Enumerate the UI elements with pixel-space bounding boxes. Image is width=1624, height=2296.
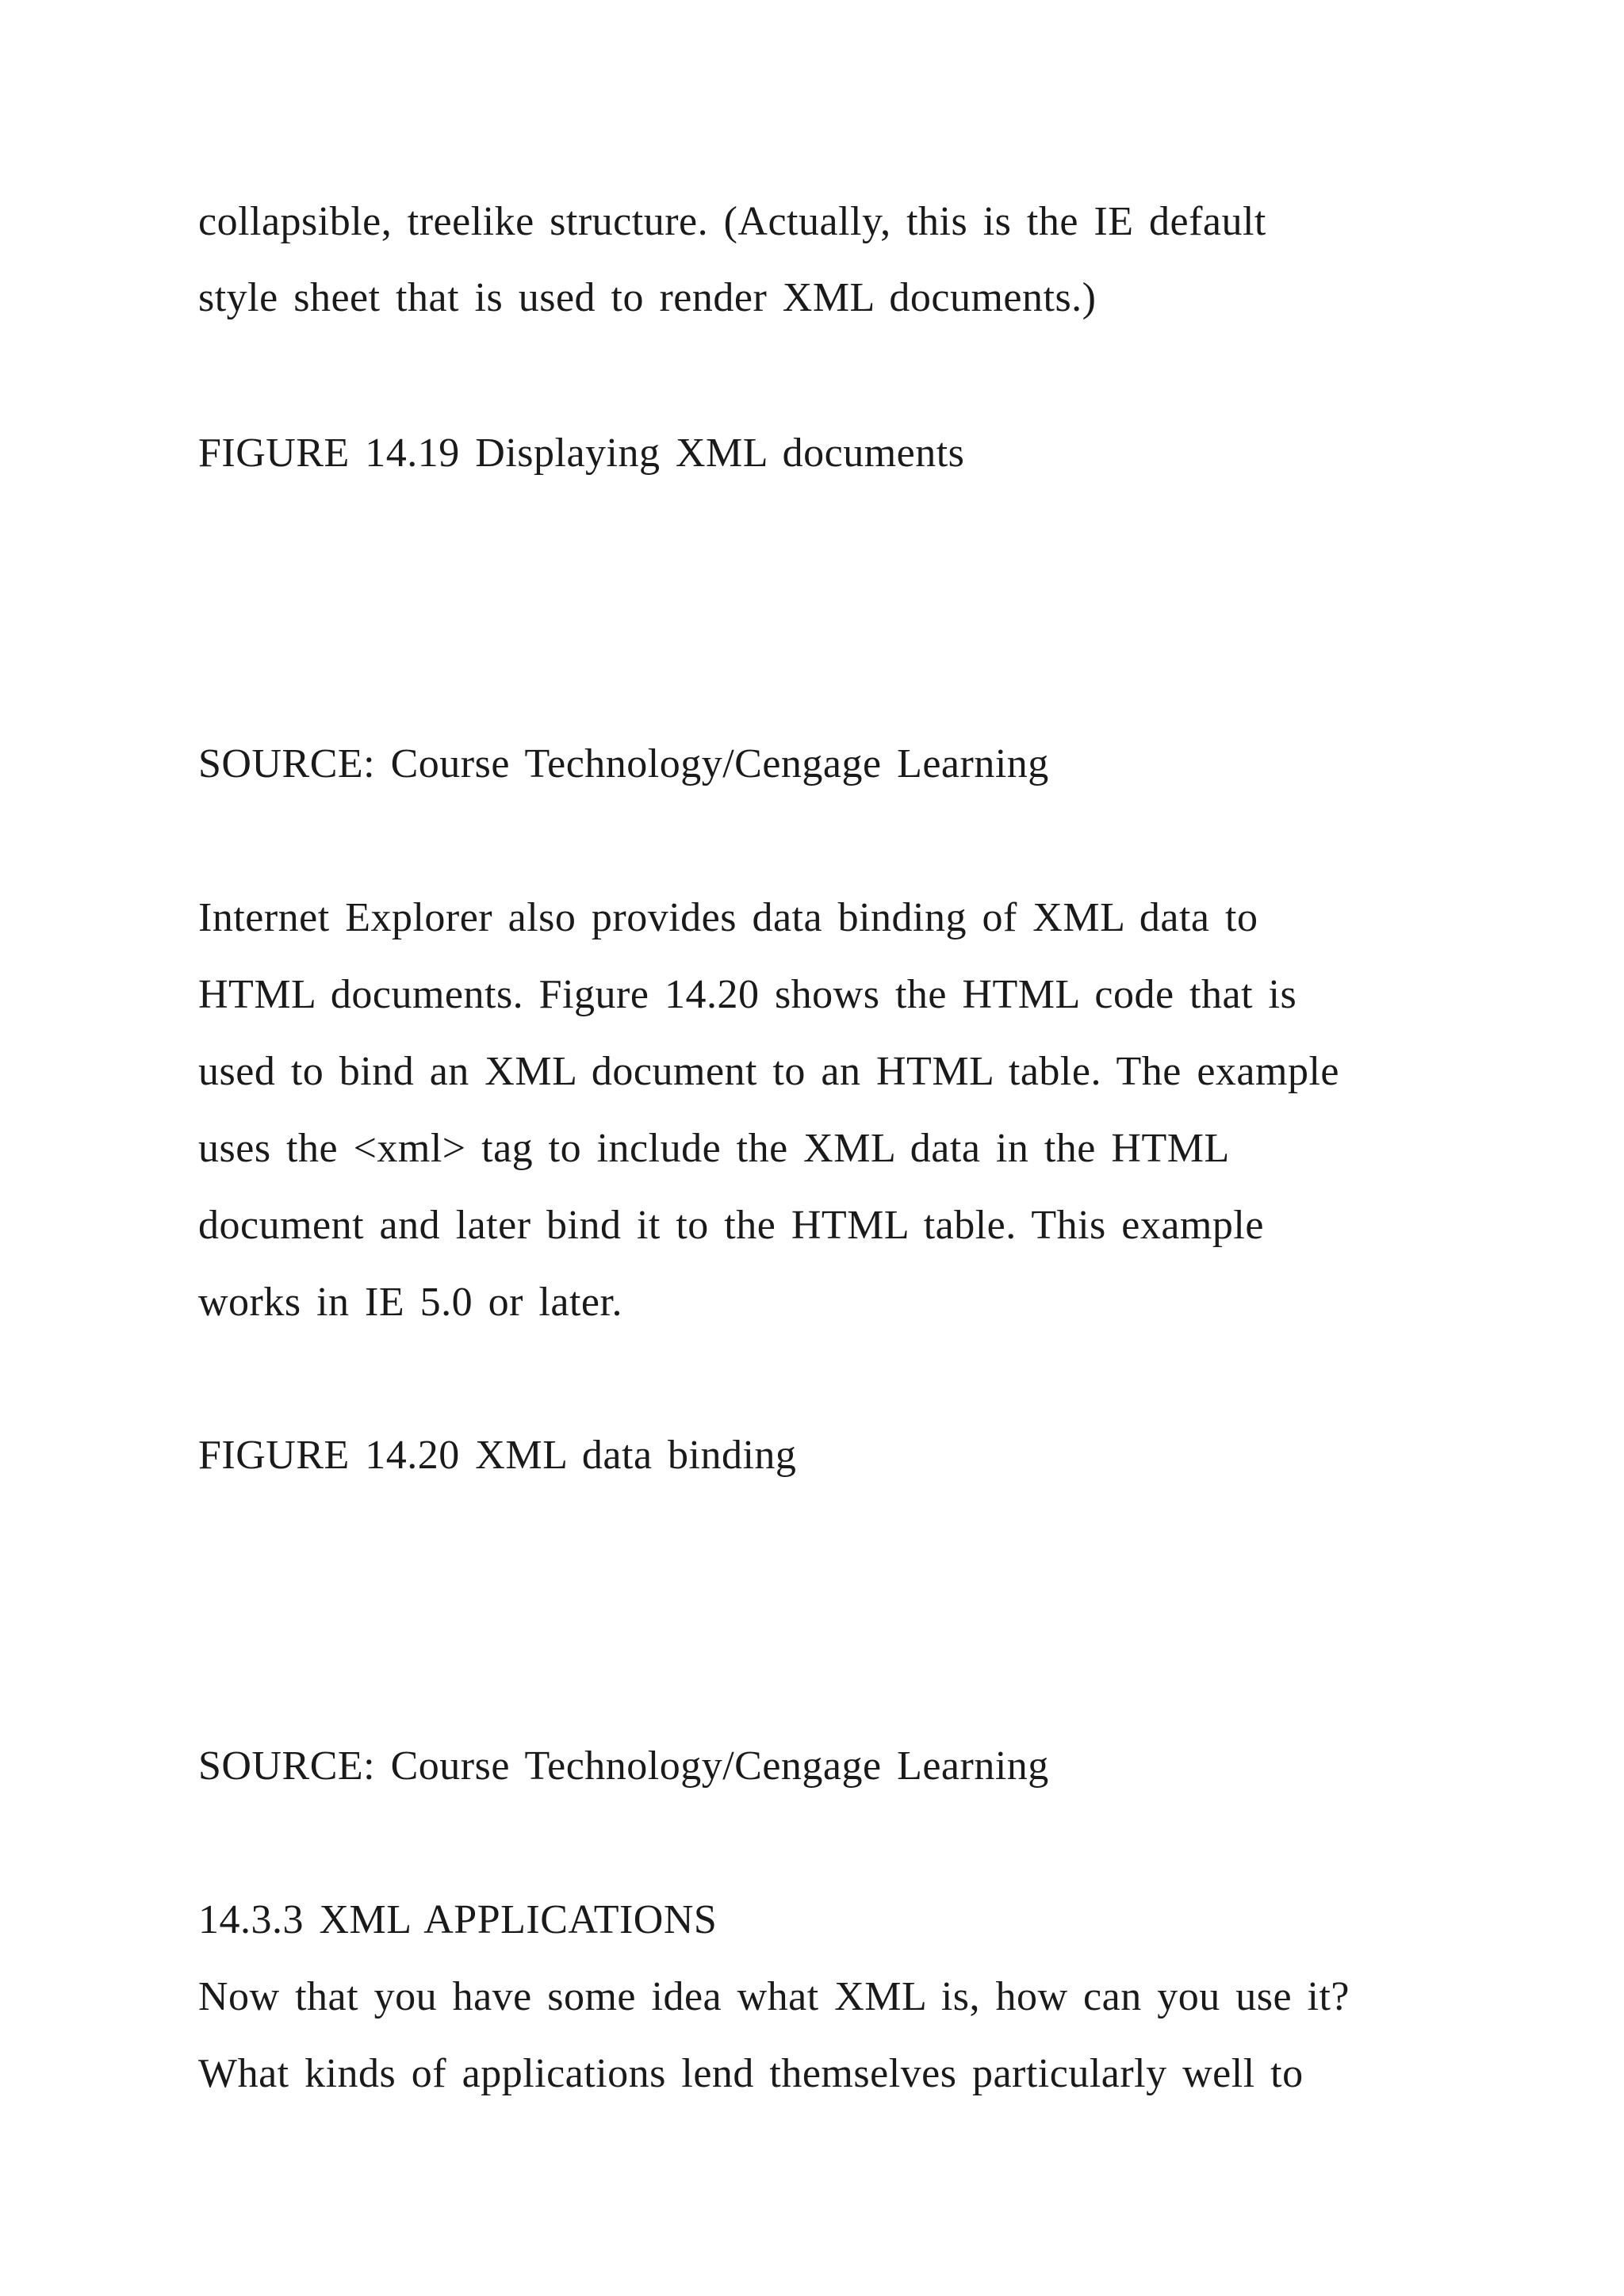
binding-paragraph-line-4: uses the <xml> tag to include the XML data in the HTML (198, 1126, 1230, 1171)
intro-line-2: style sheet that is used to render XML documents.) (198, 275, 1097, 320)
figure-14-19-source: SOURCE: Course Technology/Cengage Learning (198, 741, 1049, 786)
intro-line-1: collapsible, treelike structure. (Actually, this is the IE default (198, 199, 1266, 244)
section-line-2: What kinds of applications lend themselves particularly well to (198, 2051, 1304, 2096)
binding-paragraph-line-5: document and later bind it to the HTML table. This example (198, 1203, 1264, 1248)
section-line-1: Now that you have some idea what XML is, how can you use it? (198, 1974, 1350, 2019)
figure-14-20-source: SOURCE: Course Technology/Cengage Learning (198, 1743, 1049, 1789)
binding-paragraph-line-6: works in IE 5.0 or later. (198, 1280, 622, 1325)
section-heading: 14.3.3 XML APPLICATIONS (198, 1897, 718, 1942)
binding-paragraph-line-2: HTML documents. Figure 14.20 shows the HTML code that is (198, 972, 1297, 1017)
binding-paragraph-line-1: Internet Explorer also provides data binding of XML data to (198, 895, 1258, 940)
binding-paragraph-line-3: used to bind an XML document to an HTML table. The example (198, 1049, 1339, 1094)
figure-14-19-caption: FIGURE 14.19 Displaying XML documents (198, 430, 965, 476)
figure-14-20-caption: FIGURE 14.20 XML data binding (198, 1433, 797, 1478)
